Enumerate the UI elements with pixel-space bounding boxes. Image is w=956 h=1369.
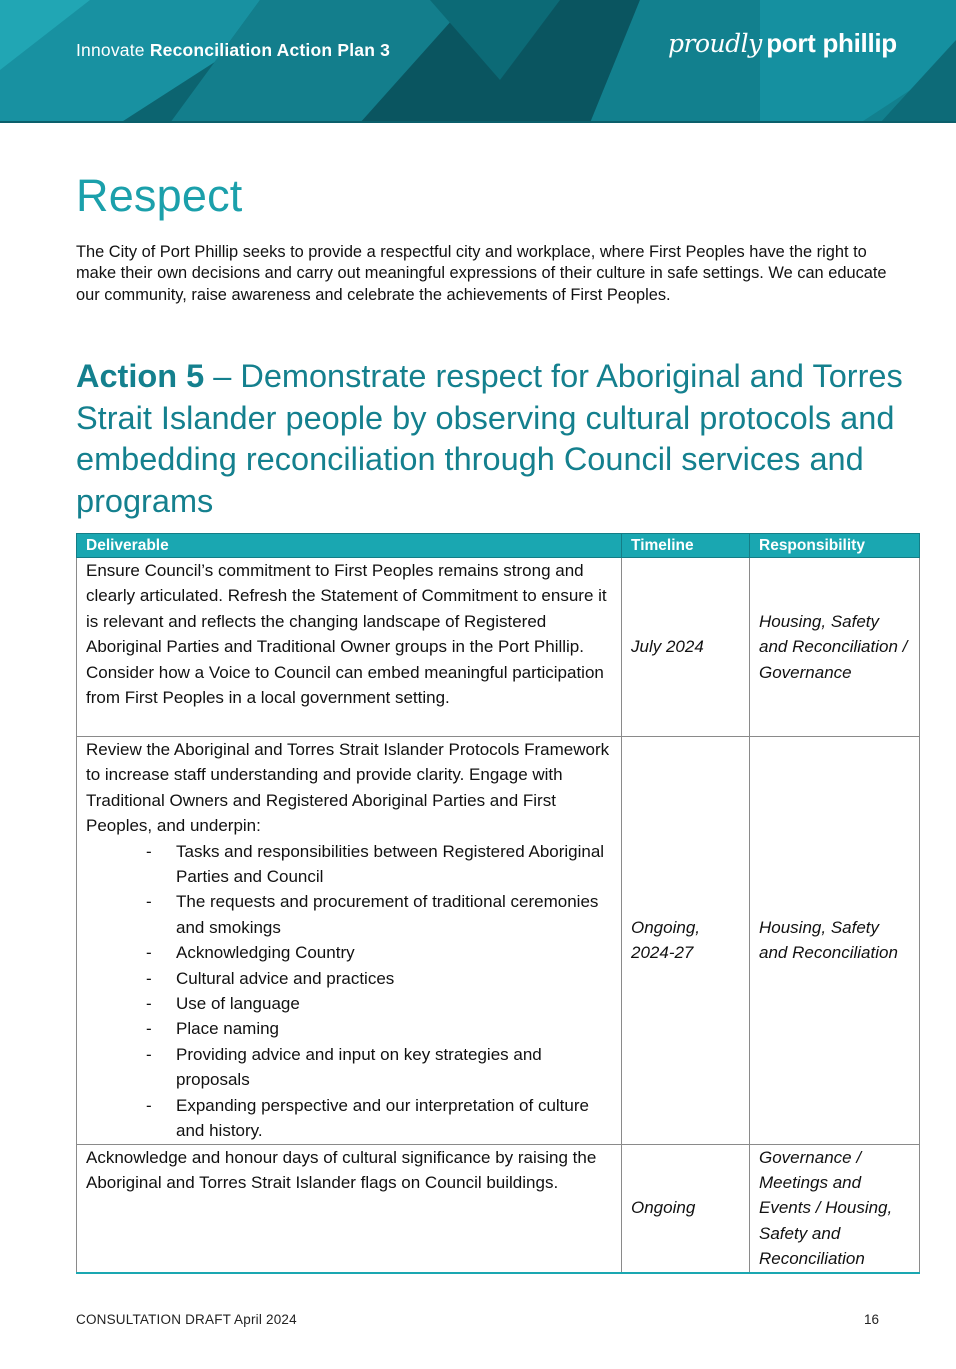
bullet-item: - Cultural advice and practices: [146, 966, 612, 991]
bullet-item: - The requests and procurement of traditional ceremonies and smokings: [146, 889, 612, 940]
table-row: [77, 558, 920, 737]
timeline-cell: Ongoing, 2024-27: [622, 737, 750, 1145]
timeline-cell: Ongoing: [622, 1144, 750, 1273]
header-timeline: Timeline: [622, 534, 750, 558]
section-title: Respect: [76, 170, 243, 221]
header-responsibility: Responsibility: [750, 534, 920, 558]
bullet-item: - Tasks and responsibilities between Registered Aboriginal Parties and Council: [146, 839, 612, 890]
responsibility-cell: Housing, Safety and Reconciliation / Governance: [750, 558, 920, 737]
banner-graphic: [0, 0, 956, 123]
document-title: [76, 40, 390, 61]
bullet-item: - Acknowledging Country: [146, 940, 612, 965]
deliverable-cell: Acknowledge and honour days of cultural significance by raising the Aboriginal and Torres Strait Islander flags on Council buildings.: [77, 1144, 622, 1273]
action-text: Demonstrate respect for Aboriginal and Torres Strait Islander people by observing cultural protocols and embedding reconciliation through Council services and programs: [76, 358, 903, 519]
responsibility-cell: Housing, Safety and Reconciliation: [750, 737, 920, 1145]
deliverable-cell: [77, 737, 622, 1145]
document-title-prefix: Innovate: [76, 40, 145, 60]
page-number: 16: [864, 1312, 880, 1327]
bullet-item: - Place naming: [146, 1016, 612, 1041]
council-logo: [668, 28, 897, 59]
deliverable-bullet-list: [86, 839, 612, 1144]
table-row: [77, 737, 920, 1145]
responsibility-cell: Governance / Meetings and Events / Housing, Safety and Reconciliation: [750, 1144, 920, 1273]
action-label: Action 5: [76, 358, 205, 394]
document-title-bold: Reconciliation Action Plan 3: [149, 40, 391, 60]
timeline-cell: July 2024: [622, 558, 750, 737]
deliverable-text: Review the Aboriginal and Torres Strait Islander Protocols Framework to increase staff understanding and provide clarity. Engage with Traditional Owners and Registered Aboriginal Parties and First Peoples, and underpin:: [86, 740, 610, 836]
logo-script: proudly: [668, 29, 762, 58]
bullet-item: - Providing advice and input on key strategies and proposals: [146, 1042, 612, 1093]
table-row: [77, 1144, 920, 1273]
intro-paragraph: The City of Port Phillip seeks to provide a respectful city and workplace, where First Peoples have the right to make their own decisions and carry out meaningful expressions of their culture in safe settings. We can educate our community, raise awareness and celebrate the achievements of First Peoples.: [76, 243, 887, 304]
logo-brand: port phillip: [766, 28, 897, 58]
bullet-item: - Expanding perspective and our interpretation of culture and history.: [146, 1093, 612, 1144]
header-banner: [0, 0, 956, 123]
deliverables-table: [76, 533, 920, 1274]
action-heading: [76, 356, 936, 522]
bullet-item: - Use of language: [146, 991, 612, 1016]
table-header-row: [77, 534, 920, 558]
deliverable-cell: Ensure Council’s commitment to First Peoples remains strong and clearly articulated. Refresh the Statement of Commitment to ensure it is relevant and reflects the changing landscape of Registered Aboriginal Parties and Traditional Owner groups in the Port Phillip. Consider how a Voice to Council can embed meaningful participation from First Peoples in a local government setting.: [77, 558, 622, 737]
action-dash: –: [204, 358, 241, 394]
header-deliverable: Deliverable: [77, 534, 622, 558]
footer-draft-label: CONSULTATION DRAFT April 2024: [76, 1312, 297, 1327]
